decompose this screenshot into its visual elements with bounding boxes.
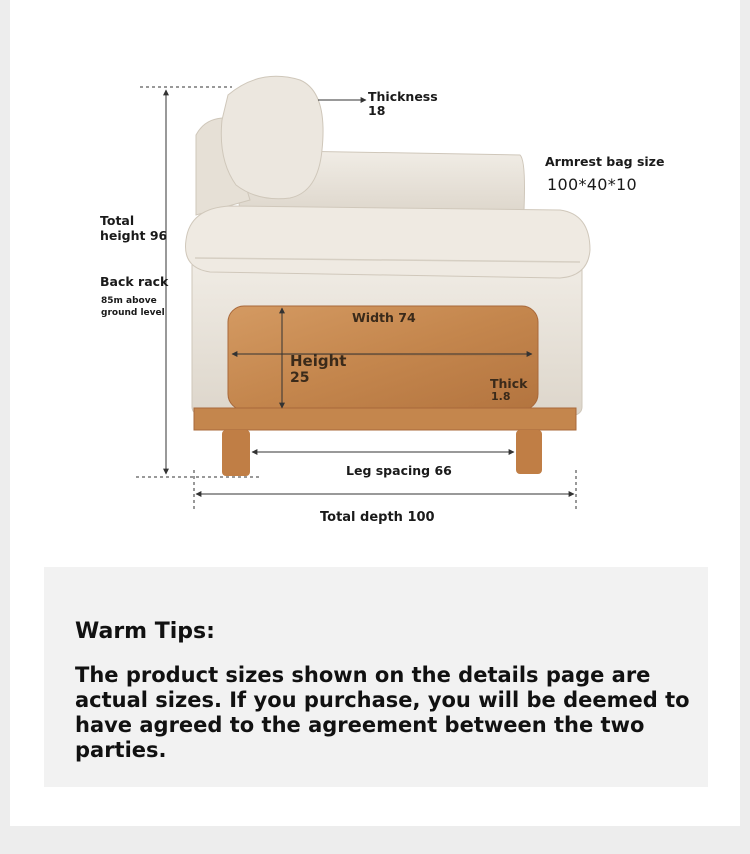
total-height-label-line1: Total bbox=[100, 213, 135, 228]
sofa-illustration bbox=[186, 76, 591, 476]
back-rack-note-line2: ground level bbox=[101, 308, 165, 318]
warm-tips-box bbox=[44, 567, 708, 787]
thick-label-line1: Thick bbox=[490, 376, 528, 391]
height-label-line2: 25 bbox=[290, 370, 310, 386]
thickness-value: 18 bbox=[368, 103, 386, 118]
warm-tips-title: Warm Tips: bbox=[75, 619, 215, 644]
height-label-line1: Height bbox=[290, 352, 347, 370]
leg-spacing-label: Leg spacing 66 bbox=[346, 463, 452, 478]
armrest-bag-size-value: 100*40*10 bbox=[547, 175, 637, 194]
width-label: Width 74 bbox=[352, 310, 416, 325]
back-rack-note-line1: 85m above bbox=[101, 296, 157, 306]
thickness-label: Thickness bbox=[368, 89, 438, 104]
total-height-label-line2: height 96 bbox=[100, 228, 168, 243]
armrest-bag-size-label: Armrest bag size bbox=[545, 154, 665, 169]
back-rack-label: Back rack bbox=[100, 274, 169, 289]
thick-label-line2: 1.8 bbox=[491, 390, 511, 403]
total-depth-label: Total depth 100 bbox=[320, 510, 435, 525]
warm-tips-body: The product sizes shown on the details page are actual sizes. If you purchase, you will be deemed to have agreed to the agreement between the two parties. bbox=[75, 663, 690, 762]
